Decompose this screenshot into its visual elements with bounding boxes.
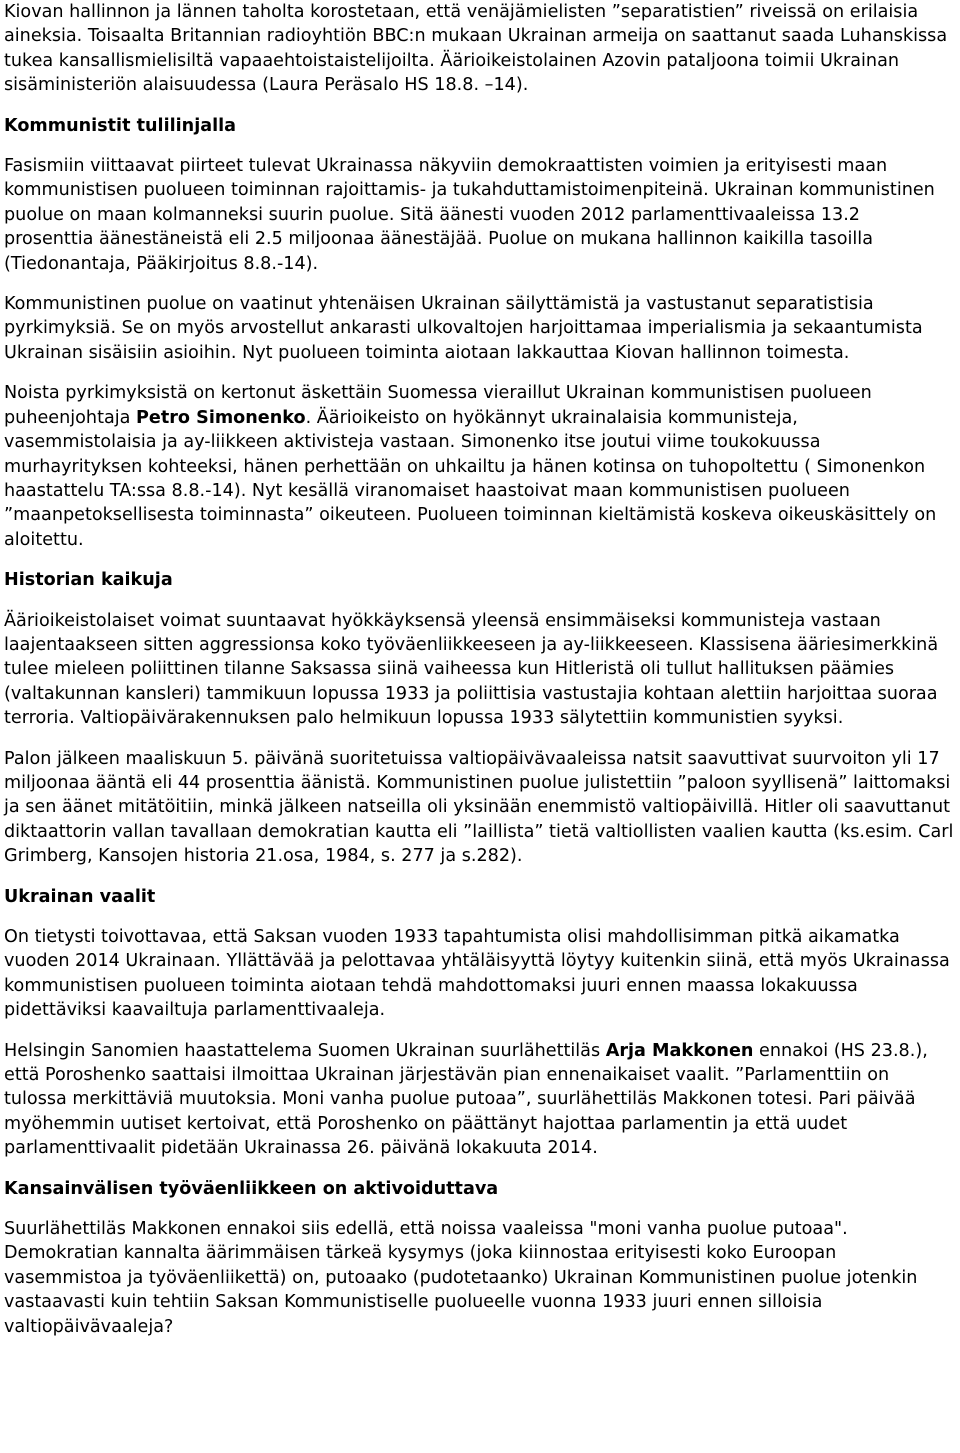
section4-paragraph-1: [4, 1217, 954, 1339]
section1-paragraph-3: [4, 381, 954, 552]
paragraph: Suurlähettiläs Makkonen ennakoi siis edellä, että noissa vaaleissa "moni vanha puolue putoaa". Demokratian kannalta äärimmäisen tärkeä kysymys (joka kiinnostaa erityisesti koko Euroopan vasemmistoa ja työväenliikettä) on, putoaako (pudotetaanko) Ukrainan Kommunistinen puolue jotenkin vastaavasti kuin tehtiin Saksan Kommunistiselle puolueelle vuonna 1933 juuri ennen silloisia valtiopäivävaaleja?: [4, 1219, 918, 1337]
section-heading-historian-kaikuja: Historian kaikuja: [4, 570, 173, 591]
section-heading-kommunistit: Kommunistit tulilinjalla: [4, 115, 237, 136]
section3-paragraph-2: [4, 1039, 954, 1161]
section-heading-kansainvalisen: Kansainvälisen työväenliikkeen on aktivoiduttava: [4, 1178, 499, 1199]
paragraph-text: . Äärioikeisto on hyökännyt ukrainalaisia kommunisteja, vasemmistolaisia ja ay-liikkeen aktivisteja vastaan. Simonenko itse joutui viime toukokuussa murhayrityksen kohteeksi, hänen perhettään on uhkailtu ja hänen kotinsa on tuhopoltettu ( Simonenkon haastattelu TA:ssa 8.8.-14). Nyt kesällä viranomaiset haastoivat maan kommunistisen puolueen ”maanpetoksellisesta toiminnasta” oikeuteen. Puolueen toiminnan kieltämistä koskeva oikeuskäsittely on aloitettu.: [4, 407, 937, 550]
paragraph: Palon jälkeen maaliskuun 5. päivänä suoritetuissa valtiopäivävaaleissa natsit saavuttivat suurvoiton yli 17 miljoonaa ääntä eli 44 prosenttia äänistä. Kommunistinen puolue julistettiin ”paloon syyllisenä” laittomaksi ja sen äänet mitätöitiin, minkä jälkeen natseilla oli yksinään enemmistö valtiopäivillä. Hitler oli saavuttanut diktaattorin vallan tavallaan demokratian kautta eli ”laillista” tietä valtiollisten vaalien kautta (ks.esim. Carl Grimberg, Kansojen historia 21.osa, 1984, s. 277 ja s.282).: [4, 748, 954, 867]
paragraph-text: ennakoi (HS 23.8.), että Poroshenko saattaisi ilmoittaa Ukrainan järjestävän pian ennenaikaiset vaalit. ”Parlamenttiin on tulossa merkittäviä muutoksia. Moni vanha puolue putoaa”, suurlähettiläs Makkonen totesi. Pari päivää myöhemmin uutiset kertoivat, että Poroshenko on päättänyt hajottaa parlamentin ja että uudet parlamenttivaalit pidetään Ukrainassa 26. päivänä lokakuuta 2014.: [4, 1040, 928, 1159]
paragraph-text: Helsingin Sanomien haastattelema Suomen Ukrainan suurlähettiläs: [4, 1040, 606, 1061]
paragraph: Äärioikeistolaiset voimat suuntaavat hyökkäyksensä yleensä ensimmäiseksi kommunisteja vastaan laajentaakseen sitten aggressionsa koko työväenliikkeeseen ja ay-liikkeeseen. Klassisena ääriesimerkkinä tulee mieleen poliittinen tilanne Saksassa siinä vaiheessa kun Hitleristä oli tullut hallituksen päämies (valtakunnan kansleri) tammikuun lopussa 1933 ja poliittisia vastustajia kohtaan alettiin harjoittaa suoraa terroria. Valtiopäivärakennuksen palo helmikuun lopussa 1933 sälytettiin kommunistien syyksi.: [4, 610, 939, 729]
section3-paragraph-1: [4, 925, 954, 1023]
paragraph-text: Noista pyrkimyksistä on kertonut äskettäin Suomessa vieraillut Ukrainan kommunistisen puolueen puheenjohtaja: [4, 383, 872, 428]
paragraph: On tietysti toivottavaa, että Saksan vuoden 1933 tapahtumista olisi mahdollisimman pitkä aikamatka vuoden 2014 Ukrainaan. Yllättävää ja pelottavaa yhtäläisyyttä löytyy kuitenkin siinä, että myös Ukrainassa kommunistisen puolueen toiminta aiotaan tehdä mahdottomaksi juuri ennen maassa lokakuussa pidettäviksi kaavailtuja parlamenttivaaleja.: [4, 927, 950, 1021]
section1-paragraph-2: [4, 292, 954, 365]
person-name-bold: Petro Simonenko: [136, 407, 306, 428]
person-name-bold: Arja Makkonen: [605, 1040, 754, 1061]
section2-paragraph-1: [4, 609, 954, 731]
intro-paragraph: Kiovan hallinnon ja lännen taholta korostetaan, että venäjämielisten ”separatistien” riveissä on erilaisia aineksia. Toisaalta Britannian radioyhtiön BBC:n mukaan Ukrainan armeija on saattanut saada Luhanskissa tukea kansallismielisiltä vapaaehtoistaistelijoilta. Äärioikeistolainen Azovin pataljoona toimii Ukrainan sisäministeriön alaisuudessa (Laura Peräsalo HS 18.8. –14).: [4, 2, 948, 96]
section-heading-ukrainan-vaalit: Ukrainan vaalit: [4, 886, 156, 907]
section2-paragraph-2: [4, 747, 954, 869]
intro-paragraph-group: [4, 0, 954, 98]
paragraph: Kommunistinen puolue on vaatinut yhtenäisen Ukrainan säilyttämistä ja vastustanut separatistisia pyrkimyksiä. Se on myös arvostellut ankarasti ulkovaltojen harjoittamaa imperialismia ja sekaantumista Ukrainan sisäisiin asioihin. Nyt puolueen toiminta aiotaan lakkauttaa Kiovan hallinnon toimesta.: [4, 294, 923, 363]
paragraph: [4, 381, 954, 552]
section1-paragraph-1: [4, 154, 954, 276]
paragraph: Fasismiin viittaavat piirteet tulevat Ukrainassa näkyviin demokraattisten voimien ja erityisesti maan kommunistisen puolueen toiminnan rajoittamis- ja tukahduttamistoimenpiteinä. Ukrainan kommunistinen puolue on maan kolmanneksi suurin puolue. Sitä äänesti vuoden 2012 parlamenttivaaleissa 13.2 prosenttia äänestäneistä eli 2.5 miljoonaa äänestäjää. Puolue on mukana hallinnon kaikilla tasoilla (Tiedonantaja, Pääkirjoitus 8.8.-14).: [4, 156, 935, 274]
paragraph: [4, 1039, 954, 1161]
